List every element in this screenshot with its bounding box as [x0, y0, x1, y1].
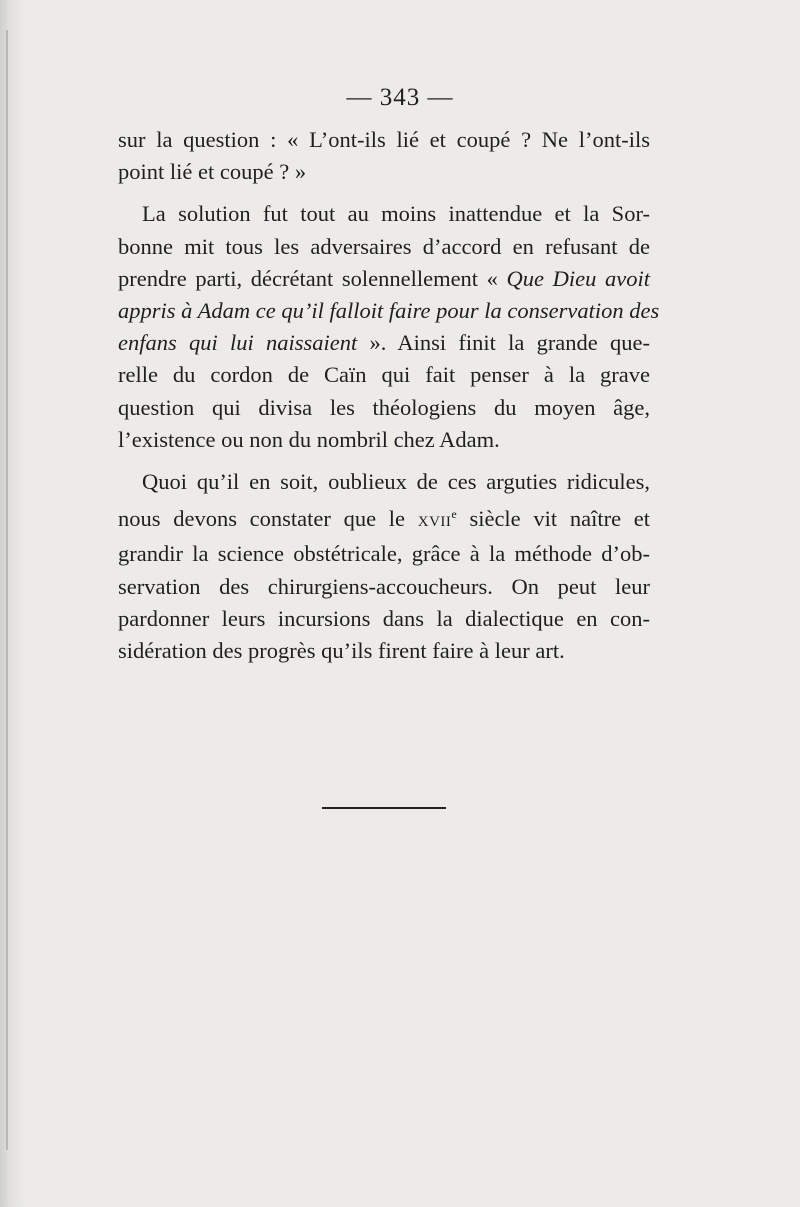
- superscript: e: [451, 507, 457, 522]
- text-line: bonne mit tous les adversaires d’accord en refusant de: [118, 233, 650, 259]
- text-line: relle du cordon de Caïn qui fait penser à la grave: [118, 362, 650, 388]
- text-line: Quoi qu’il en soit, oublieux de ces arguties ridicules,: [142, 469, 650, 495]
- text-line: point lié et coupé ? »: [118, 159, 307, 185]
- text-line: La solution fut tout au moins inattendue et la Sor-: [142, 201, 650, 227]
- text-run: siècle vit naître et: [456, 506, 651, 532]
- page-number: — 343 —: [346, 84, 454, 111]
- text-line: question qui divisa les théologiens du moyen âge,: [118, 394, 650, 420]
- text-run: prendre parti, décrétant solennellement «: [118, 265, 507, 291]
- text-line: sur la question : « L’ont-ils lié et coupé ? Ne l’ont-ils: [118, 127, 650, 152]
- text-line: [118, 295, 660, 327]
- text-line: sidération des progrès qu’ils firent faire à leur art.: [118, 638, 565, 664]
- text-line: grandir la science obstétricale, grâce à la méthode d’ob-: [118, 541, 650, 567]
- binding-shadow-line: [6, 30, 8, 1150]
- text-line: [118, 327, 650, 359]
- paragraph: [118, 466, 650, 667]
- body-text: [118, 124, 660, 667]
- chapter-end-rule: [322, 807, 446, 809]
- text-run: nous devons constater que le: [118, 506, 418, 532]
- italic-quotation: enfans qui lui naissaient: [118, 330, 358, 356]
- century-numeral: XVII: [417, 514, 452, 531]
- text-line: pardonner leurs incursions dans la dialectique en con-: [118, 605, 650, 631]
- text-line: [118, 498, 650, 538]
- italic-quotation: appris à Adam ce qu’il falloit faire pour la conservation des: [118, 298, 660, 324]
- paragraph: [118, 198, 660, 456]
- page-binding-edge: [0, 0, 26, 1207]
- text-run: ». Ainsi finit la grande que-: [357, 330, 651, 356]
- paragraph: [118, 124, 650, 188]
- italic-quotation: Que Dieu avoit: [506, 265, 650, 291]
- text-line: [118, 263, 650, 295]
- text-line: l’existence ou non du nombril chez Adam.: [118, 426, 500, 452]
- text-line: servation des chirurgiens-accoucheurs. On peut leur: [118, 573, 650, 599]
